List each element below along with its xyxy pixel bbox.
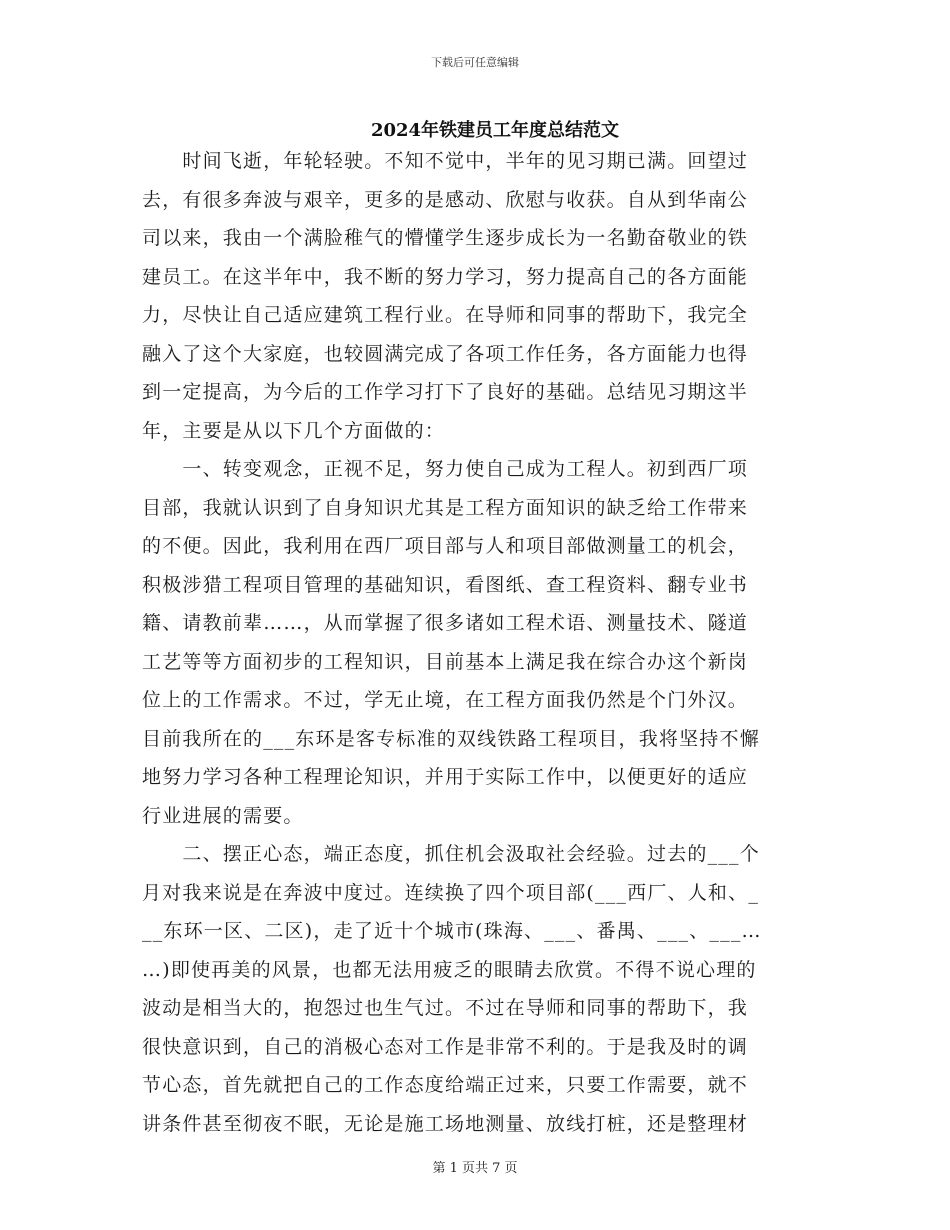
document-title: 2024年铁建员工年度总结范文: [370, 120, 620, 141]
text-line: 一、转变观念，正视不足，努力使自己成为工程人。初到西厂项: [142, 458, 749, 480]
text-line: 时间飞逝，年轮轻驶。不知不觉中，半年的见习期已满。回望过: [142, 150, 749, 172]
text-line: 籍、请教前辈……，从而掌握了很多诸如工程术语、测量技术、隧道: [142, 612, 749, 634]
text-line: 的不便。因此，我利用在西厂项目部与人和项目部做测量工的机会，: [142, 535, 749, 557]
text-line: 力，尽快让自己适应建筑工程行业。在导师和同事的帮助下，我完全: [142, 304, 749, 326]
text-line: 司以来，我由一个满脸稚气的懵懂学生逐步成长为一名勤奋敬业的铁: [142, 227, 749, 249]
text-line: …)即使再美的风景，也都无法用疲乏的眼睛去欣赏。不得不说心理的: [142, 958, 757, 981]
text-line: 波动是相当大的，抱怨过也生气过。不过在导师和同事的帮助下，我: [142, 997, 749, 1019]
text-line: 位上的工作需求。不过，学无止境，在工程方面我仍然是个门外汉。: [142, 689, 749, 711]
text-line: 讲条件甚至彻夜不眠，无论是施工场地测量、放线打桩，还是整理材: [142, 1112, 749, 1135]
page-number: 第 1 页共 7 页: [432, 1161, 518, 1176]
text-line: 节心态，首先就把自己的工作态度给端正过来，只要工作需要，就不: [142, 1074, 749, 1096]
text-line: 年，主要是从以下几个方面做的：: [142, 419, 446, 442]
text-line: 很快意识到，自己的消极心态对工作是非常不利的。于是我及时的调: [142, 1035, 749, 1058]
text-line: 目部，我就认识到了自身知识尤其是工程方面知识的缺乏给工作带来: [142, 496, 749, 519]
text-line: 到一定提高，为今后的工作学习打下了良好的基础。总结见习期这半: [142, 381, 749, 403]
text-line: 工艺等等方面初步的工程知识，目前基本上满足我在综合办这个新岗: [142, 650, 749, 673]
text-line: __东环一区、二区)，走了近十个城市(珠海、___、番禺、___、___…: [142, 920, 762, 942]
text-line: 行业进展的需要。: [142, 804, 304, 827]
text-line: 二、摆正心态，端正态度，抓住机会汲取社会经验。过去的___个: [142, 843, 760, 865]
text-line: 积极涉猎工程项目管理的基础知识，看图纸、查工程资料、翻专业书: [142, 573, 749, 596]
document-body: [142, 142, 810, 1143]
text-line: 去，有很多奔波与艰辛，更多的是感动、欣慰与收获。自从到华南公: [142, 188, 749, 211]
text-line: 地努力学习各种工程理论知识，并用于实际工作中，以便更好的适应: [142, 766, 749, 788]
header-note: 下载后可任意编辑: [431, 56, 519, 69]
text-line: 目前我所在的___东环是客专标准的双线铁路工程项目，我将坚持不懈: [142, 727, 760, 750]
text-line: 融入了这个大家庭，也较圆满完成了各项工作任务，各方面能力也得: [142, 342, 749, 365]
text-line: 建员工。在这半年中，我不断的努力学习，努力提高自己的各方面能: [142, 265, 749, 288]
text-line: 月对我来说是在奔波中度过。连续换了四个项目部(___西厂、人和、_: [142, 881, 760, 904]
